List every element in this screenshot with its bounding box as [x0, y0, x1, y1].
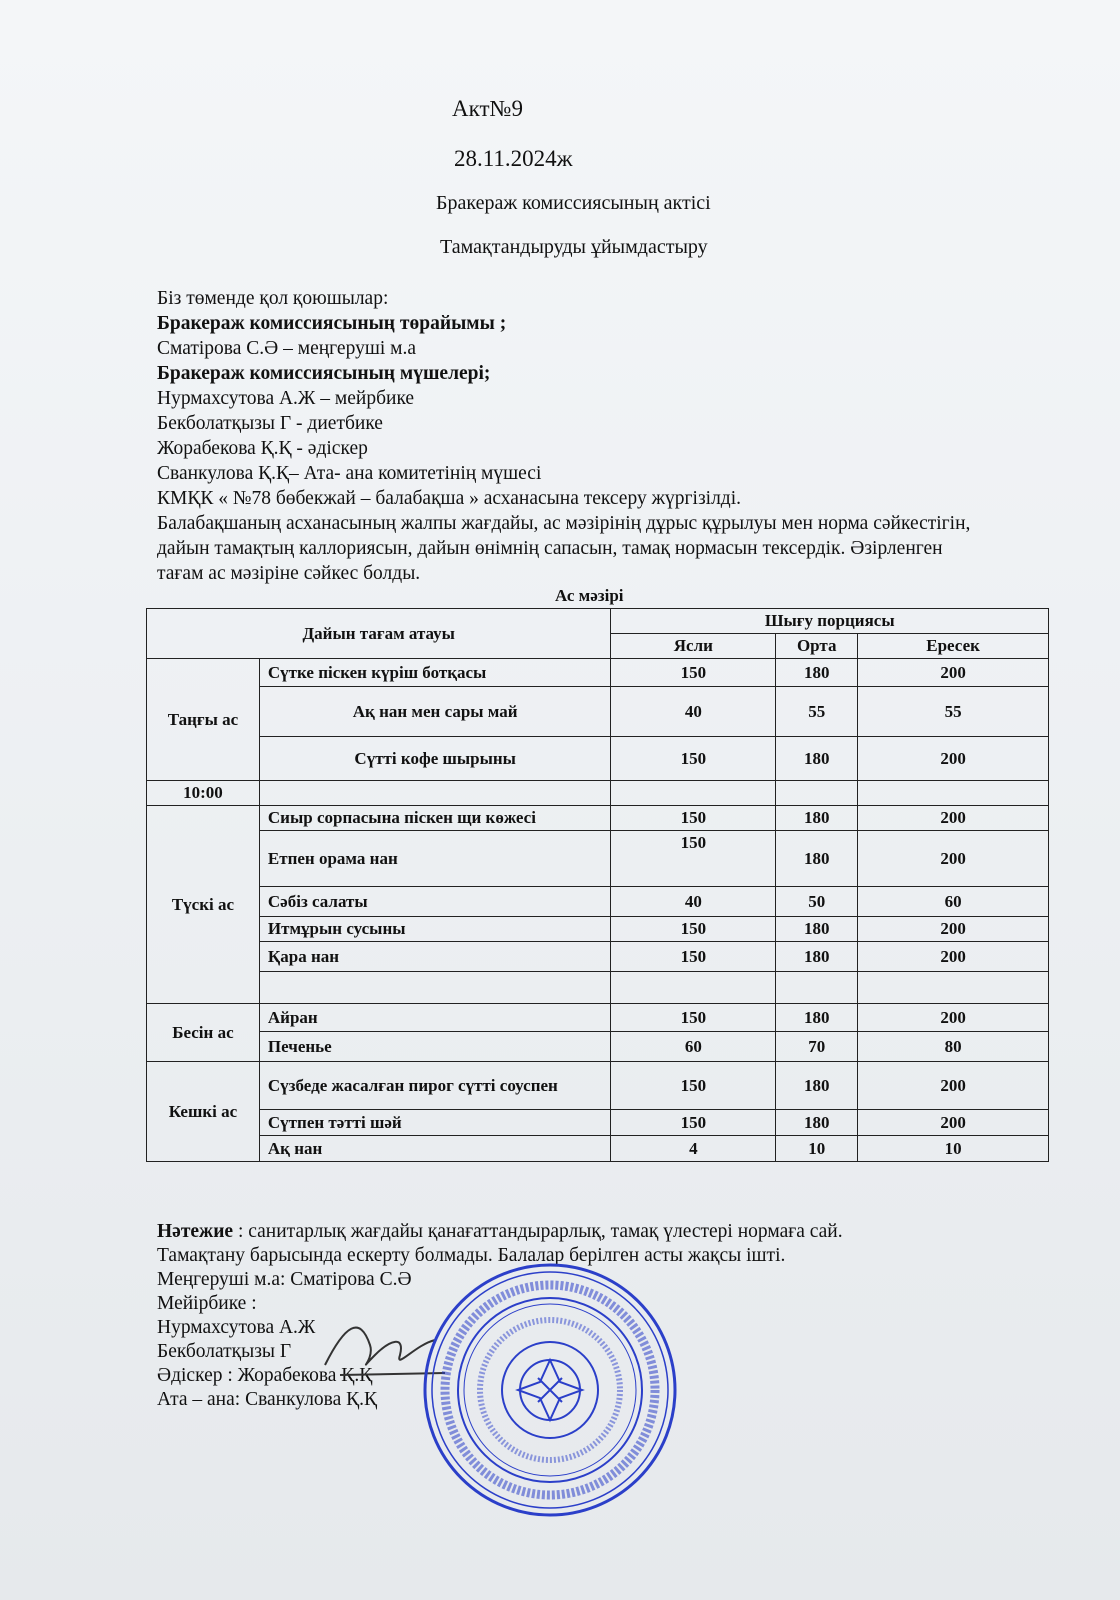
portion-value: 150 [611, 1062, 776, 1110]
portion-value: 200 [858, 1110, 1049, 1136]
portion-value: 200 [858, 659, 1049, 687]
portion-value: 55 [776, 687, 858, 737]
table-row [147, 942, 1049, 972]
inspection-line: КМҚК « №78 бөбекжай – балабақша » асханасына тексеру жүргізілді. [157, 488, 742, 509]
act-subtitle-2: Тамақтандыруды ұйымдастыру [440, 236, 708, 258]
portion-value: 200 [858, 1062, 1049, 1110]
act-number: Акт№9 [452, 96, 523, 121]
inspection-paragraph: Балабақшаның асханасының жалпы жағдайы, ас мәзірінің дұрыс құрылуы мен норма сәйкестігін, дайын тамақтың каллориясын, дайын өнімнің сапасын, тамақ нормасын тексердік. Әзірленген тағам ас мәзіріне сәйкес болды. [157, 513, 971, 584]
dish-name: Ақ нан [259, 1136, 611, 1162]
portion-value: 50 [776, 887, 858, 917]
col-orta: Орта [776, 634, 858, 659]
table-row [147, 1062, 1049, 1110]
menu-table [146, 608, 1049, 1162]
portion-value: 180 [776, 1062, 858, 1110]
dish-name: Ақ нан мен сары май [259, 687, 611, 737]
portion-value: 40 [611, 687, 776, 737]
member: Бекболатқызы Г - диетбике [157, 413, 383, 434]
signer-methodist: Әдіскер : Жорабекова Қ.Қ [157, 1365, 373, 1386]
meal-label: Бесін ас [147, 1004, 260, 1062]
result-line-2: Тамақтану барысында ескерту болмады. Балалар берілген асты жақсы ішті. [157, 1245, 786, 1266]
table-row [147, 806, 1049, 831]
portion-value: 200 [858, 917, 1049, 942]
col-yasli: Ясли [611, 634, 776, 659]
col-portion-header: Шығу порциясы [611, 609, 1049, 634]
meal-label: Таңғы ас [147, 659, 260, 781]
table-row [147, 687, 1049, 737]
portion-value: 150 [611, 659, 776, 687]
portion-value: 40 [611, 887, 776, 917]
dish-name: Сүтпен тәтті шәй [259, 1110, 611, 1136]
result-label: Нәтежие [157, 1221, 234, 1242]
member: Нурмахсутова А.Ж – мейрбике [157, 388, 415, 409]
table-row [147, 659, 1049, 687]
portion-value: 180 [776, 659, 858, 687]
intro-section [157, 286, 997, 586]
portion-value: 180 [776, 942, 858, 972]
official-stamp [420, 1260, 680, 1520]
table-row-empty [147, 972, 1049, 1004]
portion-value: 200 [858, 737, 1049, 781]
act-subtitle: Бракераж комиссиясының актісі [436, 192, 711, 214]
portion-value: 180 [776, 737, 858, 781]
table-row [147, 781, 1049, 806]
signer-nurse: Нурмахсутова А.Ж [157, 1317, 316, 1338]
portion-value: 180 [776, 1110, 858, 1136]
dish-name: Сүзбеде жасалған пирог сүтті соуспен [259, 1062, 611, 1110]
dish-name: Сүтті кофе шырыны [259, 737, 611, 781]
portion-value: 80 [858, 1032, 1049, 1062]
table-row [147, 1032, 1049, 1062]
meal-label: Кешкі ас [147, 1062, 260, 1162]
portion-value: 180 [776, 806, 858, 831]
portion-value: 180 [776, 831, 858, 887]
portion-value: 150 [611, 806, 776, 831]
intro-line: Біз төменде қол қоюшылар: [157, 288, 389, 309]
dish-name: Етпен орама нан [259, 831, 611, 887]
portion-value: 150 [611, 942, 776, 972]
signer-head: Меңгеруші м.а: Сматірова С.Ә [157, 1269, 412, 1290]
dish-name: Сәбіз салаты [259, 887, 611, 917]
portion-value: 150 [611, 917, 776, 942]
table-row [147, 1136, 1049, 1162]
act-date: 28.11.2024ж [454, 146, 573, 171]
dish-name: Сүтке піскен күріш ботқасы [259, 659, 611, 687]
table-row [147, 831, 1049, 887]
chair-heading: Бракераж комиссиясының төрайымы ; [157, 313, 507, 334]
dish-name: Печенье [259, 1032, 611, 1062]
dish-name: Қара нан [259, 942, 611, 972]
signer-nurse-label: Мейірбике : [157, 1293, 257, 1314]
table-row [147, 737, 1049, 781]
signer-parent: Ата – ана: Сванкулова Қ.Қ [157, 1389, 378, 1410]
portion-value: 4 [611, 1136, 776, 1162]
table-header-row [147, 609, 1049, 634]
snack-time: 10:00 [147, 781, 260, 806]
portion-value: 200 [858, 942, 1049, 972]
col-eresek: Ересек [858, 634, 1049, 659]
signer-dietitian: Бекболатқызы Г [157, 1341, 292, 1362]
dish-name: Айран [259, 1004, 611, 1032]
dish-name: Итмұрын сусыны [259, 917, 611, 942]
result-text: : санитарлық жағдайы қанағаттандырарлық, тамақ үлестері нормаға сай. [233, 1221, 843, 1242]
portion-value: 55 [858, 687, 1049, 737]
portion-value: 60 [611, 1032, 776, 1062]
portion-value: 10 [858, 1136, 1049, 1162]
portion-value: 150 [611, 1110, 776, 1136]
table-row [147, 887, 1049, 917]
portion-value: 180 [776, 917, 858, 942]
portion-value: 180 [776, 1004, 858, 1032]
member: Жорабекова Қ.Қ - әдіскер [157, 438, 368, 459]
dish-name: Сиыр сорпасына піскен щи көжесі [259, 806, 611, 831]
member: Сванкулова Қ.Қ– Ата- ана комитетінің мүшесі [157, 463, 542, 484]
table-row [147, 1004, 1049, 1032]
portion-value: 200 [858, 806, 1049, 831]
menu-title: Ас мәзірі [555, 586, 624, 605]
chair-name: Сматірова С.Ә – меңгеруші м.а [157, 338, 416, 359]
portion-value: 200 [858, 831, 1049, 887]
portion-value: 70 [776, 1032, 858, 1062]
members-heading: Бракераж комиссиясының мүшелері; [157, 363, 491, 384]
portion-value: 60 [858, 887, 1049, 917]
portion-value: 10 [776, 1136, 858, 1162]
table-row [147, 1110, 1049, 1136]
col-dish-header: Дайын тағам атауы [147, 609, 611, 659]
meal-label: Түскі ас [147, 806, 260, 1004]
portion-value: 150 [611, 1004, 776, 1032]
table-row [147, 917, 1049, 942]
portion-value: 150 [611, 737, 776, 781]
portion-value: 200 [858, 1004, 1049, 1032]
result-line [157, 1220, 1037, 1244]
portion-value: 150 [611, 831, 776, 887]
